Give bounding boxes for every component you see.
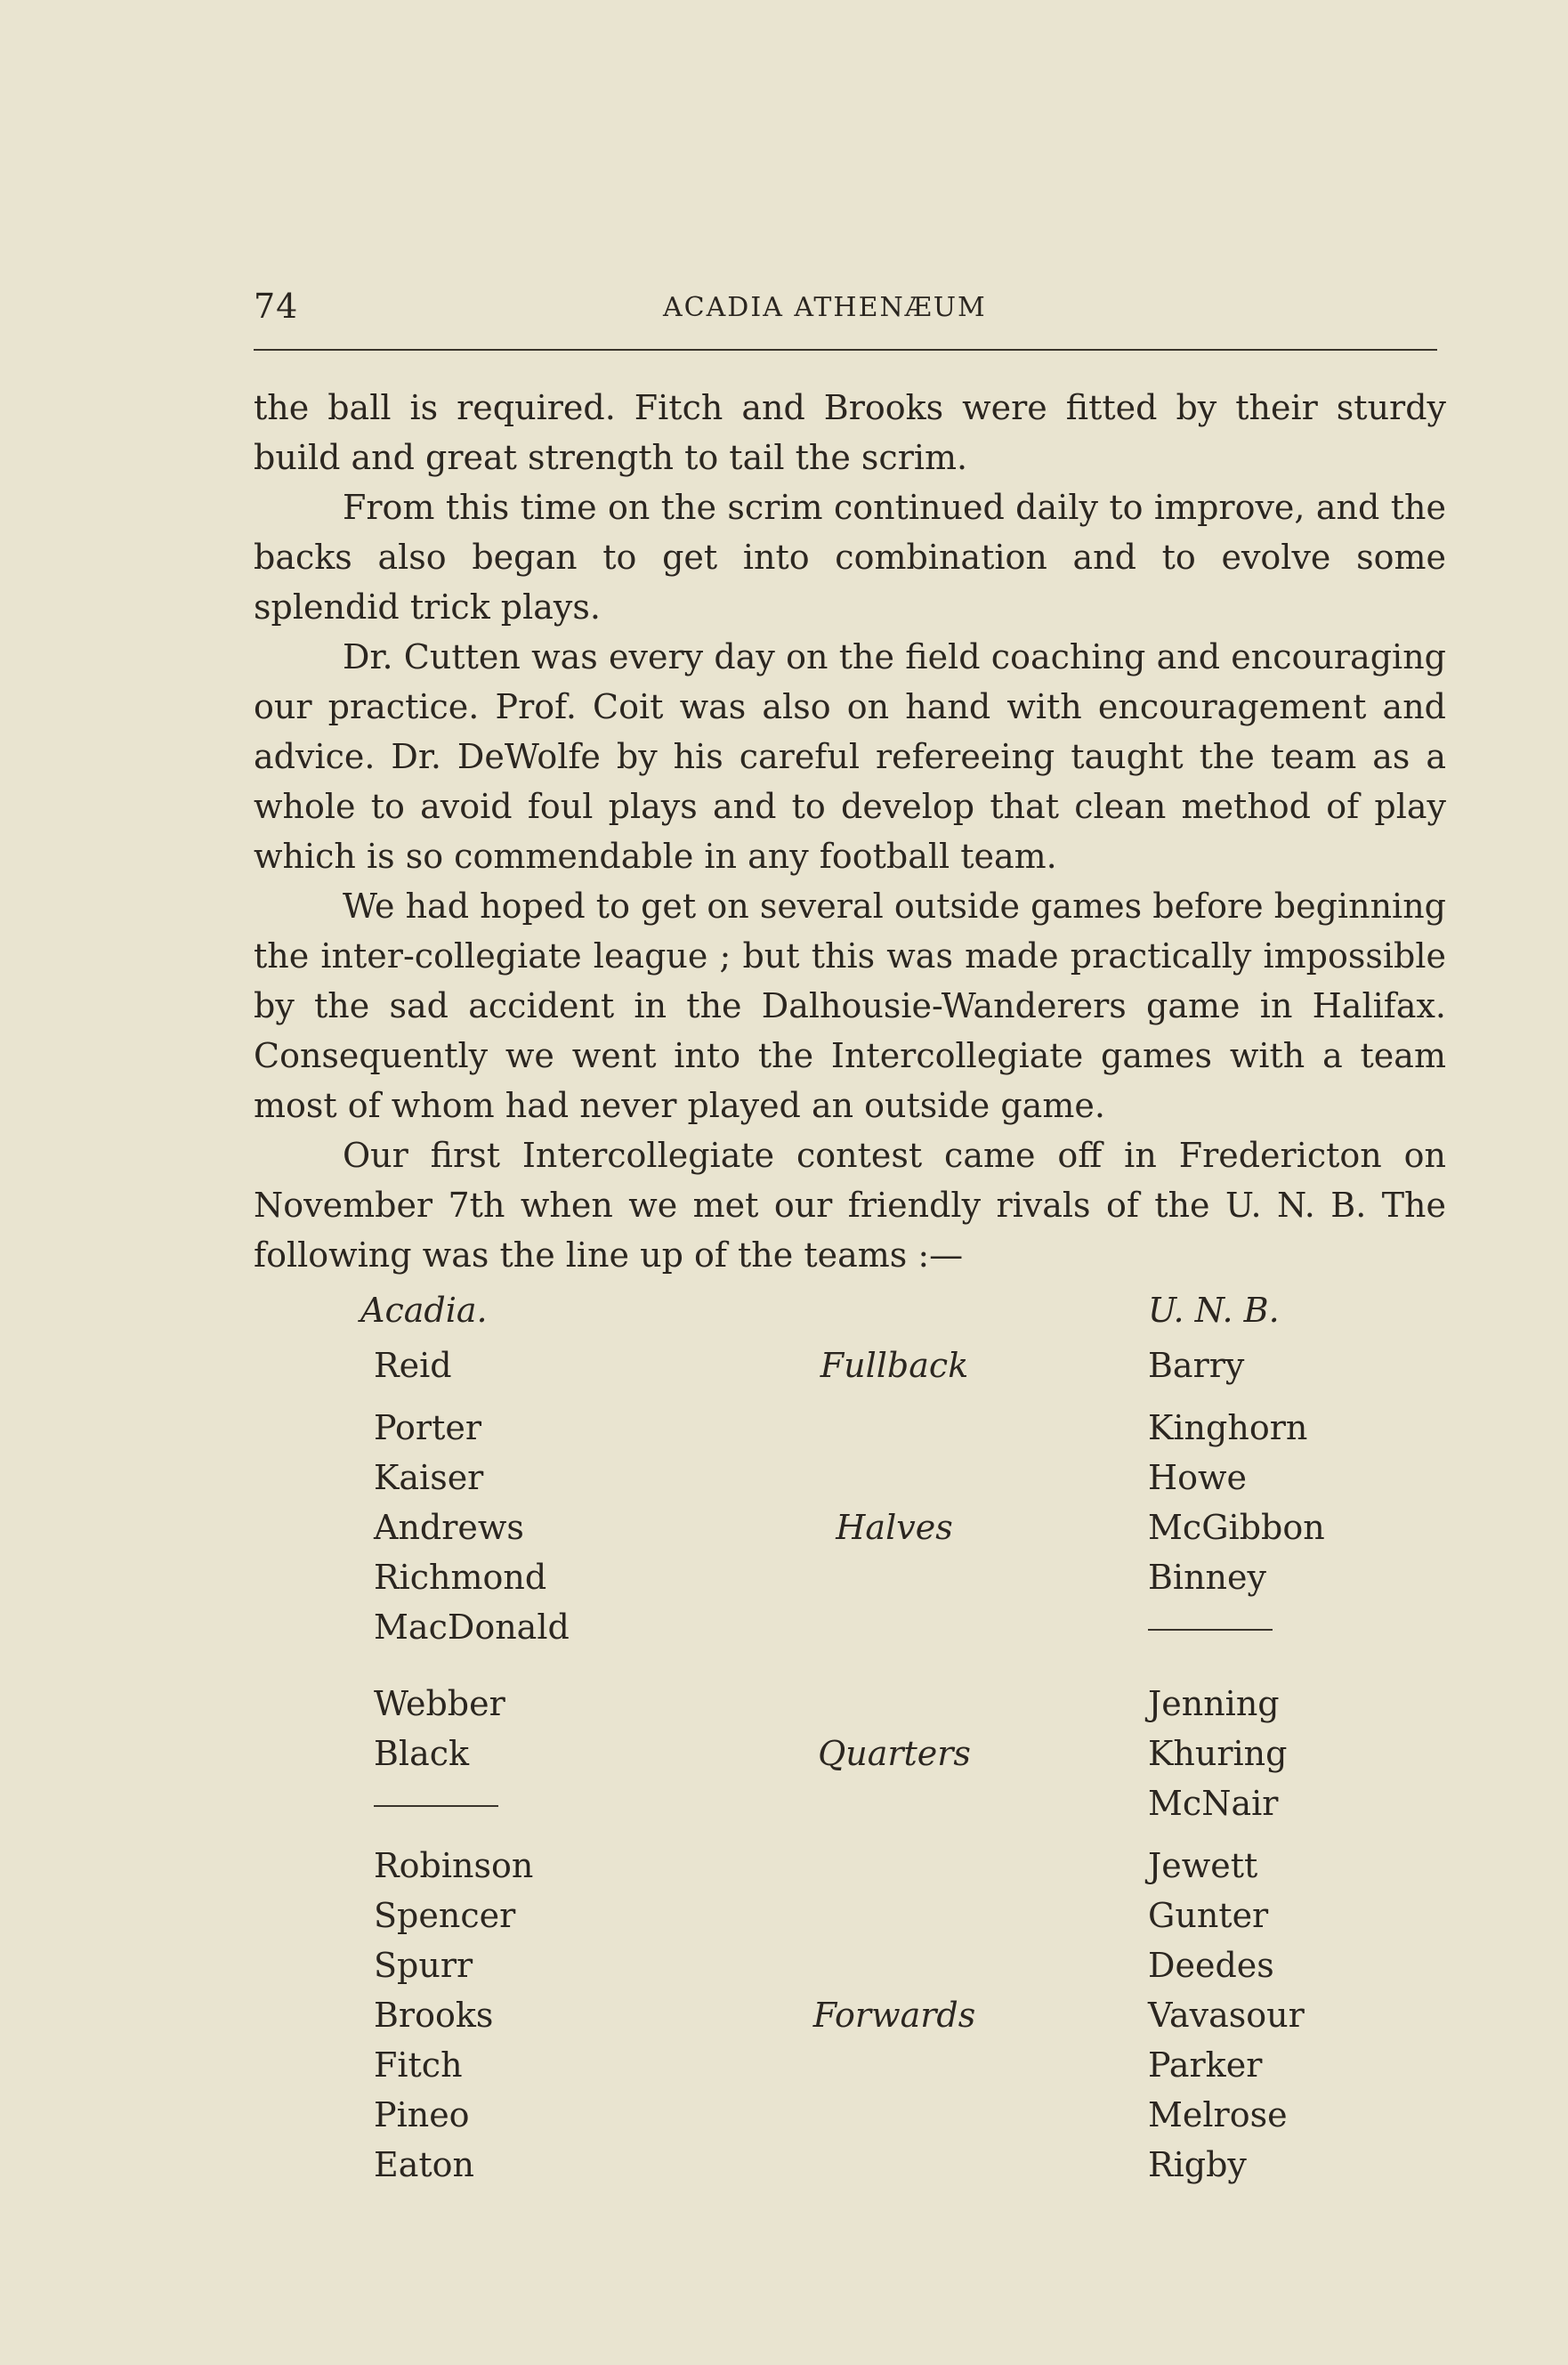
player-name: McGibbon	[1148, 1508, 1325, 1547]
player-name: Webber	[374, 1684, 505, 1723]
player-name	[374, 1778, 498, 1828]
position-label: Fullback	[820, 1346, 969, 1385]
position-label: Forwards	[812, 1996, 976, 2035]
unb-column	[1148, 1340, 1244, 1390]
player-name: Gunter	[1148, 1896, 1269, 1935]
player-name: Parker	[1148, 2045, 1263, 2085]
position-label: Quarters	[818, 1734, 971, 1773]
unb-column	[1148, 1403, 1325, 1652]
team-acadia-heading: Acadia.	[360, 1291, 488, 1330]
page-number: 74	[254, 287, 299, 326]
player-name: Reid	[374, 1346, 452, 1385]
player-name: Deedes	[1148, 1946, 1274, 1985]
unb-column	[1148, 1841, 1305, 2190]
player-name: Khuring	[1148, 1734, 1288, 1773]
player-name: Jenning	[1148, 1684, 1280, 1723]
player-name: Eaton	[374, 2145, 475, 2184]
page-header	[254, 278, 1437, 331]
player-name: Jewett	[1148, 1846, 1258, 1885]
position-label: Halves	[836, 1508, 953, 1547]
player-name: Kaiser	[374, 1458, 484, 1497]
lineup-table	[254, 1291, 1446, 2184]
player-name: Brooks	[374, 1996, 494, 2035]
player-name: Richmond	[374, 1558, 547, 1597]
player-name: Rigby	[1148, 2145, 1247, 2184]
team-unb-heading: U. N. B.	[1148, 1291, 1280, 1330]
paragraph: Dr. Cutten was every day on the field coaching and encouraging our practice. Prof. Coit was also on hand with encouragement and advice. Dr. DeWolfe by his careful refereeing taught the team as a whole to avoid foul plays and to develop that clean method of play which is so commendable in any football team.	[254, 637, 1446, 876]
player-name: Kinghorn	[1148, 1408, 1308, 1447]
running-head: ACADIA ATHENÆUM	[663, 292, 987, 323]
player-name: Howe	[1148, 1458, 1248, 1497]
player-name: Porter	[374, 1408, 481, 1447]
player-name	[1148, 1602, 1273, 1652]
player-name: Black	[374, 1734, 470, 1773]
player-name: Melrose	[1148, 2095, 1288, 2134]
player-name: Spurr	[374, 1946, 473, 1985]
paragraph: From this time on the scrim continued daily to improve, and the backs also began to get into combination and to evolve some splendid trick plays.	[254, 488, 1446, 627]
player-name: Barry	[1148, 1346, 1245, 1385]
acadia-column	[374, 1841, 533, 2190]
player-name: Andrews	[374, 1508, 524, 1547]
player-name: Fitch	[374, 2045, 463, 2085]
body-text	[254, 383, 1446, 1280]
header-rule	[254, 349, 1437, 351]
acadia-column	[374, 1403, 570, 1652]
player-name: Binney	[1148, 1558, 1266, 1597]
player-name: McNair	[1148, 1784, 1279, 1823]
player-name: Vavasour	[1148, 1996, 1305, 2035]
player-name: Pineo	[374, 2095, 470, 2134]
player-name: Robinson	[374, 1846, 534, 1885]
player-name: Spencer	[374, 1896, 516, 1935]
acadia-column	[374, 1340, 452, 1390]
paragraph: Our first Intercollegiate contest came off in Fredericton on November 7th when we met our friendly rivals of the U. N. B. The following was the line up of the teams :—	[254, 1136, 1446, 1275]
paragraph: We had hoped to get on several outside games before beginning the inter-collegiate league ; but this was made practically impossible by the sad accident in the Dalhousie-Wanderers game in Halifax. Consequently we went into the Intercollegiate games with a team most of whom had never played an outside game.	[254, 887, 1446, 1125]
unb-column	[1148, 1679, 1287, 1828]
paragraph: the ball is required. Fitch and Brooks were fitted by their sturdy build and great strength to tail the scrim.	[254, 388, 1446, 477]
acadia-column	[374, 1679, 505, 1828]
player-name: MacDonald	[374, 1608, 570, 1647]
